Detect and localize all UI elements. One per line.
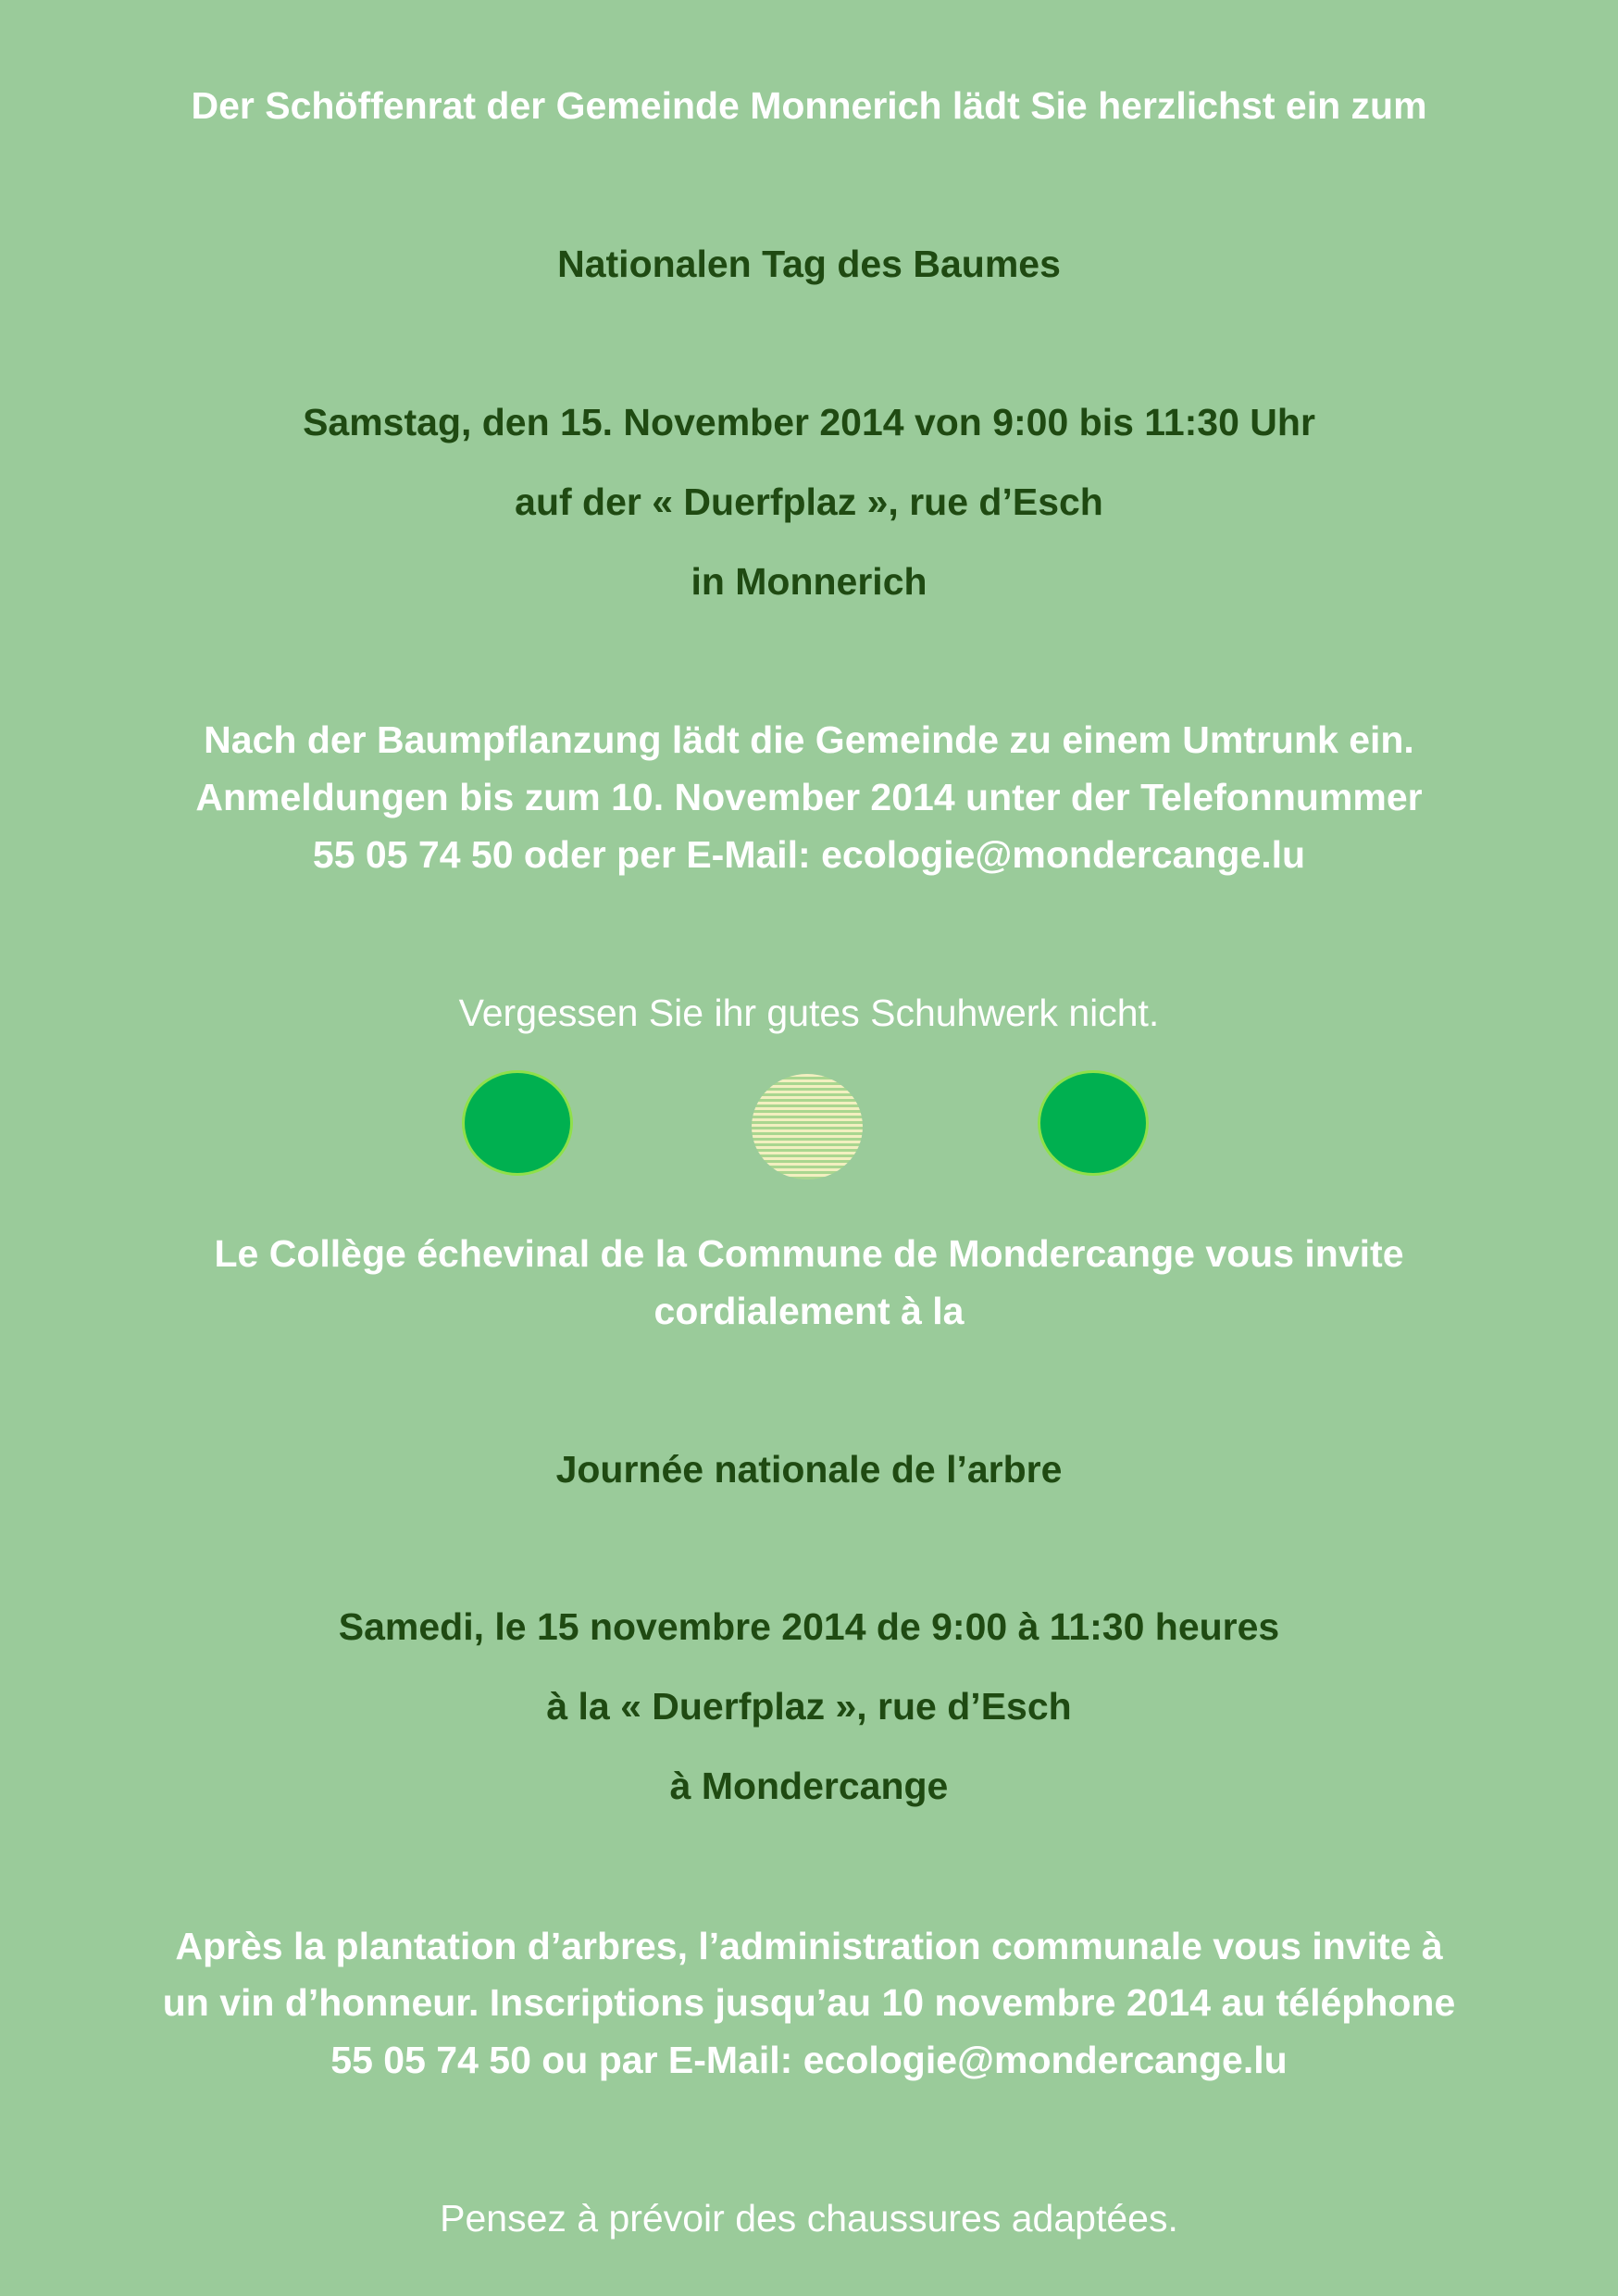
- french-intro-line-2: cordialement à la: [653, 1290, 965, 1332]
- french-info-line-3: 55 05 74 50 ou par E-Mail: ecologie@mondercange.lu: [330, 2039, 1288, 2081]
- german-info-line-2: Anmeldungen bis zum 10. November 2014 unter der Telefonnummer: [195, 776, 1423, 818]
- german-info-line-3: 55 05 74 50 oder per E-Mail: ecologie@mondercange.lu: [312, 833, 1306, 876]
- french-info-line-2: un vin d’honneur. Inscriptions jusqu’au 10 novembre 2014 au téléphone: [162, 1981, 1456, 2024]
- french-town-line: à Mondercange: [669, 1765, 949, 1807]
- german-reminder: Vergessen Sie ihr gutes Schuhwerk nicht.: [458, 992, 1160, 1034]
- french-date-line: Samedi, le 15 novembre 2014 de 9:00 à 11:30 heures: [338, 1605, 1280, 1648]
- french-event-title: Journée nationale de l’arbre: [555, 1448, 1063, 1491]
- french-intro-line-1: Le Collège échevinal de la Commune de Mondercange vous invite: [214, 1232, 1404, 1275]
- german-info-line-1: Nach der Baumpflanzung lädt die Gemeinde zu einem Umtrunk ein.: [204, 718, 1414, 761]
- german-town-line: in Monnerich: [691, 560, 927, 603]
- divider-dot-left: [462, 1070, 573, 1176]
- divider-dot-center: [752, 1074, 863, 1179]
- german-intro: Der Schöffenrat der Gemeinde Monnerich lädt Sie herzlichst ein zum: [191, 84, 1427, 127]
- german-event-title: Nationalen Tag des Baumes: [557, 243, 1061, 285]
- french-info-line-1: Après la plantation d’arbres, l’administration communale vous invite à: [175, 1925, 1443, 1967]
- french-reminder: Pensez à prévoir des chaussures adaptées.: [440, 2197, 1178, 2240]
- german-location-line: auf der « Duerfplaz », rue d’Esch: [515, 480, 1103, 523]
- french-location-line: à la « Duerfplaz », rue d’Esch: [546, 1685, 1072, 1728]
- german-date-line: Samstag, den 15. November 2014 von 9:00 bis 11:30 Uhr: [303, 401, 1315, 443]
- divider-dot-right: [1038, 1070, 1149, 1176]
